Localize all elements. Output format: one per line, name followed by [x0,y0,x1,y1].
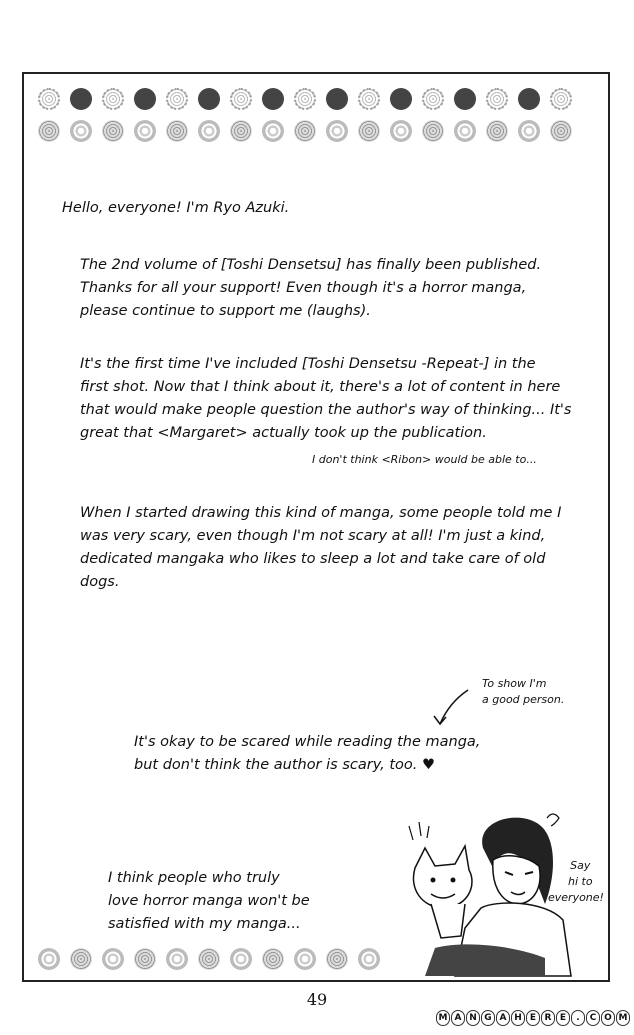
greeting-line: Hello, everyone! I'm Ryo Azuki. [62,200,290,216]
text-line: hi to [568,875,593,888]
text-line: great that <Margaret> actually took up the publication. [80,425,487,441]
text-line: To show I'm [482,677,547,690]
text-line: a good person. [482,693,565,706]
page-number: 49 [306,990,328,1009]
text-line: It's the first time I've included [Toshi Densetsu -Repeat-] in the [80,356,536,372]
watermark-letter: N [466,1010,480,1026]
paragraph-repeat-included [80,353,571,445]
text-line: The 2nd volume of [Toshi Densetsu] has finally been published. [80,257,542,273]
text-line: that would make people question the author's way of thinking... It's [80,402,572,418]
watermark-letter: . [571,1010,585,1026]
paragraph-okay-scared [134,731,480,777]
text-line: Thanks for all your support! Even though it's a horror manga, [80,280,527,296]
text-line: It's okay to be scared while reading the manga, [134,734,481,750]
watermark-letter: O [601,1010,615,1026]
decorative-dots-row-bottom [38,948,380,970]
paragraph-horror-fans [108,867,310,936]
watermark-letter: A [496,1010,510,1026]
text-line: please continue to support me (laughs). [80,303,371,319]
decorative-dots-row-second [38,120,572,142]
decorative-dots-row-top [38,88,572,110]
watermark-letter: R [541,1010,555,1026]
speech-bubble-everyone: everyone! [548,891,604,904]
watermark-letter: G [481,1010,495,1026]
watermark-letter: H [511,1010,525,1026]
watermark-letter: C [586,1010,600,1026]
text-line: I think people who truly [108,870,280,886]
arrow-icon [428,686,478,730]
text-line: When I started drawing this kind of manga, some people told me I [80,505,562,521]
text-line: Say [570,859,591,872]
watermark-letter: A [451,1010,465,1026]
watermark-letter: M [616,1010,630,1026]
text-line: but don't think the author is scary, too. ♥ [134,757,436,773]
watermark-letter: E [556,1010,570,1026]
text-line: dedicated mangaka who likes to sleep a lot and take care of old [80,551,546,567]
text-line: satisfied with my manga... [108,916,301,932]
watermark-letter: M [436,1010,450,1026]
side-note-good-person [482,676,564,708]
text-line: love horror manga won't be [108,893,310,909]
speech-bubble-say-hi [568,858,593,890]
aside-note-ribon: I don't think <Ribon> would be able to... [312,453,537,466]
text-line: dogs. [80,574,120,590]
watermark [436,1010,630,1026]
paragraph-not-scary [80,502,561,594]
paragraph-volume-published [80,254,541,323]
watermark-letter: E [526,1010,540,1026]
text-line: first shot. Now that I think about it, there's a lot of content in here [80,379,561,395]
text-line: was very scary, even though I'm not scary at all! I'm just a kind, [80,528,546,544]
